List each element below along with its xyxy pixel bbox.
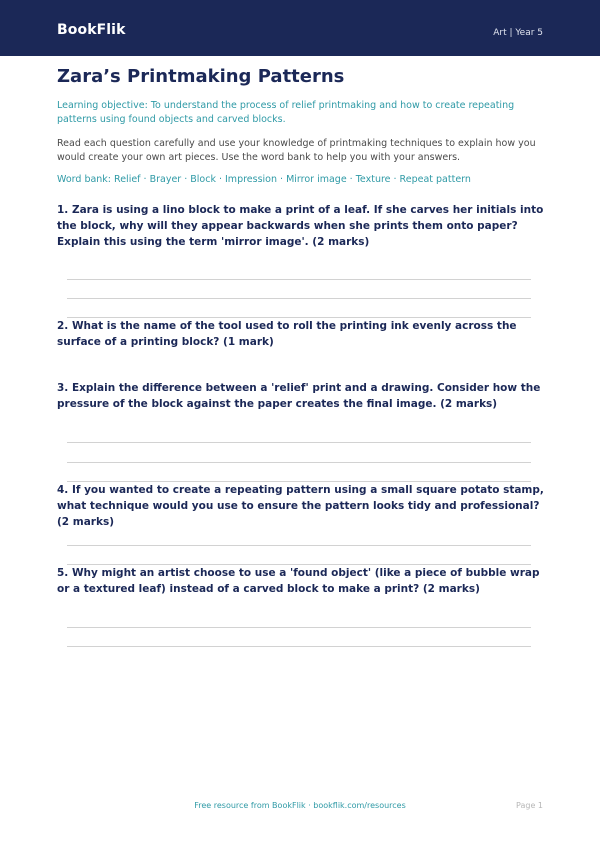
page-title: Zara’s Printmaking Patterns bbox=[57, 66, 345, 87]
answer-line[interactable] bbox=[67, 298, 531, 299]
learning-objective: Learning objective: To understand the process of relief printmaking and how to create repeating patterns using found objects and carved blocks. bbox=[57, 100, 515, 125]
question-3: 3. Explain the difference between a 'relief' print and a drawing. Consider how the pressure of the block against the paper creates the final image. (2 marks) bbox=[57, 382, 541, 410]
question-4: 4. If you wanted to create a repeating pattern using a small square potato stamp, what technique would you use to ensure the pattern looks tidy and professional? (2 marks) bbox=[57, 484, 544, 528]
question-1: 1. Zara is using a lino block to make a print of a leaf. If she carves her initials into the block, why will they appear backwards when she prints them onto paper? Explain this using the term 'mirror image'. (2 marks) bbox=[57, 204, 544, 248]
answer-line[interactable] bbox=[67, 462, 531, 463]
answer-line[interactable] bbox=[67, 545, 531, 546]
footer-source-link[interactable]: Free resource from BookFlik · bookflik.com/resources bbox=[194, 801, 406, 810]
answer-line[interactable] bbox=[67, 646, 531, 647]
answer-line[interactable] bbox=[67, 279, 531, 280]
instructions: Read each question carefully and use your knowledge of printmaking techniques to explain how you would create your own art pieces. Use the word bank to help you with your answers. bbox=[57, 138, 536, 163]
word-bank: Word bank: Relief · Brayer · Block · Impression · Mirror image · Texture · Repeat pattern bbox=[57, 174, 471, 185]
subject-year-label: Art | Year 5 bbox=[493, 28, 543, 38]
answer-line[interactable] bbox=[67, 442, 531, 443]
question-5: 5. Why might an artist choose to use a 'found object' (like a piece of bubble wrap or a textured leaf) instead of a carved block to make a print? (2 marks) bbox=[57, 567, 540, 595]
answer-line[interactable] bbox=[67, 627, 531, 628]
brand-logo: BookFlik bbox=[57, 22, 126, 38]
question-2: 2. What is the name of the tool used to roll the printing ink evenly across the surface of a printing block? (1 mark) bbox=[57, 320, 517, 348]
page-number: Page 1 bbox=[516, 801, 543, 810]
page-header bbox=[0, 0, 600, 56]
